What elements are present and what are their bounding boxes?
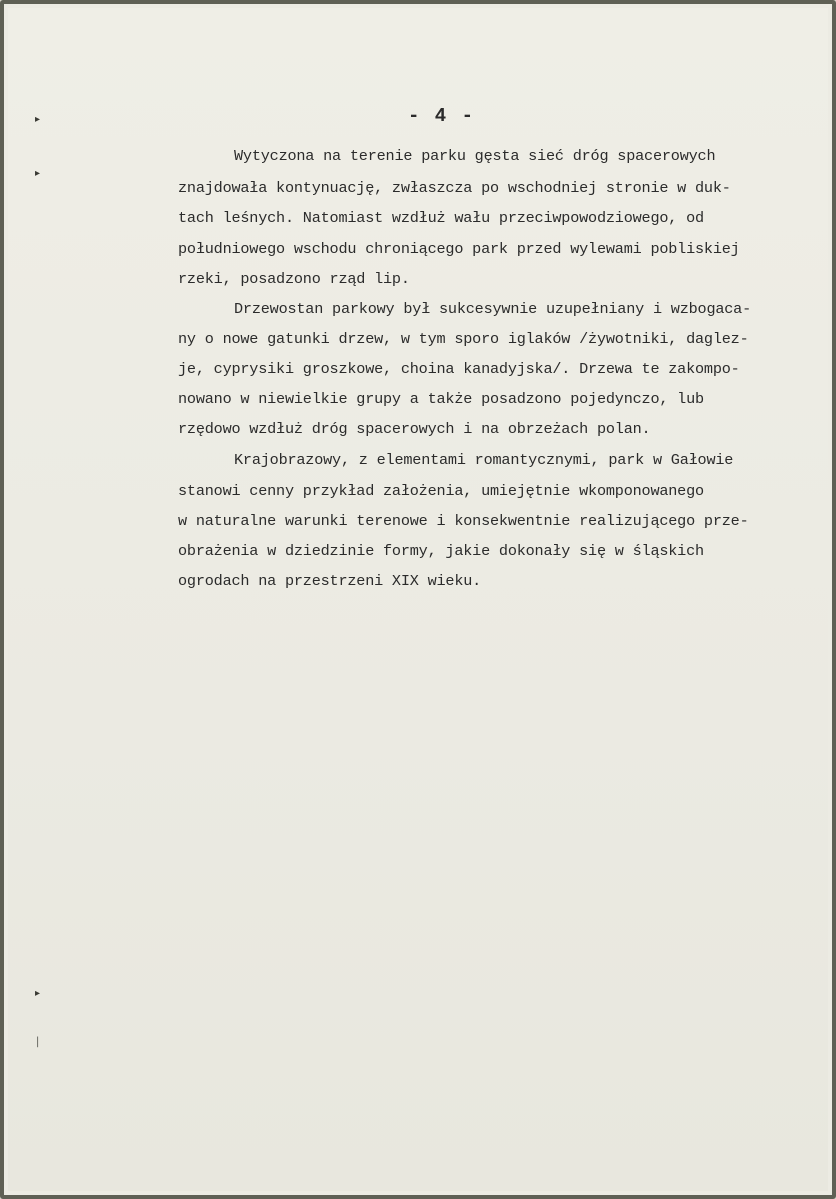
text-line: tach leśnych. Natomiast wzdłuż wału przeciwpowodziowego, od — [178, 209, 704, 227]
text-line: ny o nowe gatunki drzew, w tym sporo iglaków /żywotniki, daglez- — [178, 330, 749, 348]
text-line: Wytyczona na terenie parku gęsta sieć dróg spacerowych — [234, 147, 716, 165]
margin-mark: ▸ — [35, 168, 41, 179]
margin-mark: ▸ — [35, 114, 41, 125]
text-line: znajdowała kontynuację, zwłaszcza po wschodniej stronie w duk- — [178, 179, 731, 197]
text-line: Krajobrazowy, z elementami romantycznymi, park w Gałowie — [234, 451, 734, 469]
text-line: ogrodach na przestrzeni XIX wieku. — [178, 572, 482, 590]
margin-mark: ▸ — [35, 988, 41, 999]
text-line: je, cyprysiki groszkowe, choina kanadyjska/. Drzewa te zakompo- — [178, 360, 740, 378]
text-line: obrażenia w dziedzinie formy, jakie dokonały się w śląskich — [178, 542, 704, 560]
text-line: w naturalne warunki terenowe i konsekwentnie realizującego prze- — [178, 512, 749, 530]
text-line: stanowi cenny przykład założenia, umiejętnie wkomponowanego — [178, 482, 704, 500]
text-line: rzędowo wzdłuż dróg spacerowych i na obrzeżach polan. — [178, 420, 651, 438]
margin-mark: │ — [35, 1038, 41, 1048]
text-line: południowego wschodu chroniącego park przed wylewami pobliskiej — [178, 240, 740, 258]
text-line: rzeki, posadzono rząd lip. — [178, 270, 410, 288]
page-number: - 4 - — [408, 105, 476, 127]
text-line: nowano w niewielkie grupy a także posadzono pojedynczo, lub — [178, 390, 704, 408]
text-line: Drzewostan parkowy był sukcesywnie uzupełniany i wzbogaca- — [234, 300, 752, 318]
